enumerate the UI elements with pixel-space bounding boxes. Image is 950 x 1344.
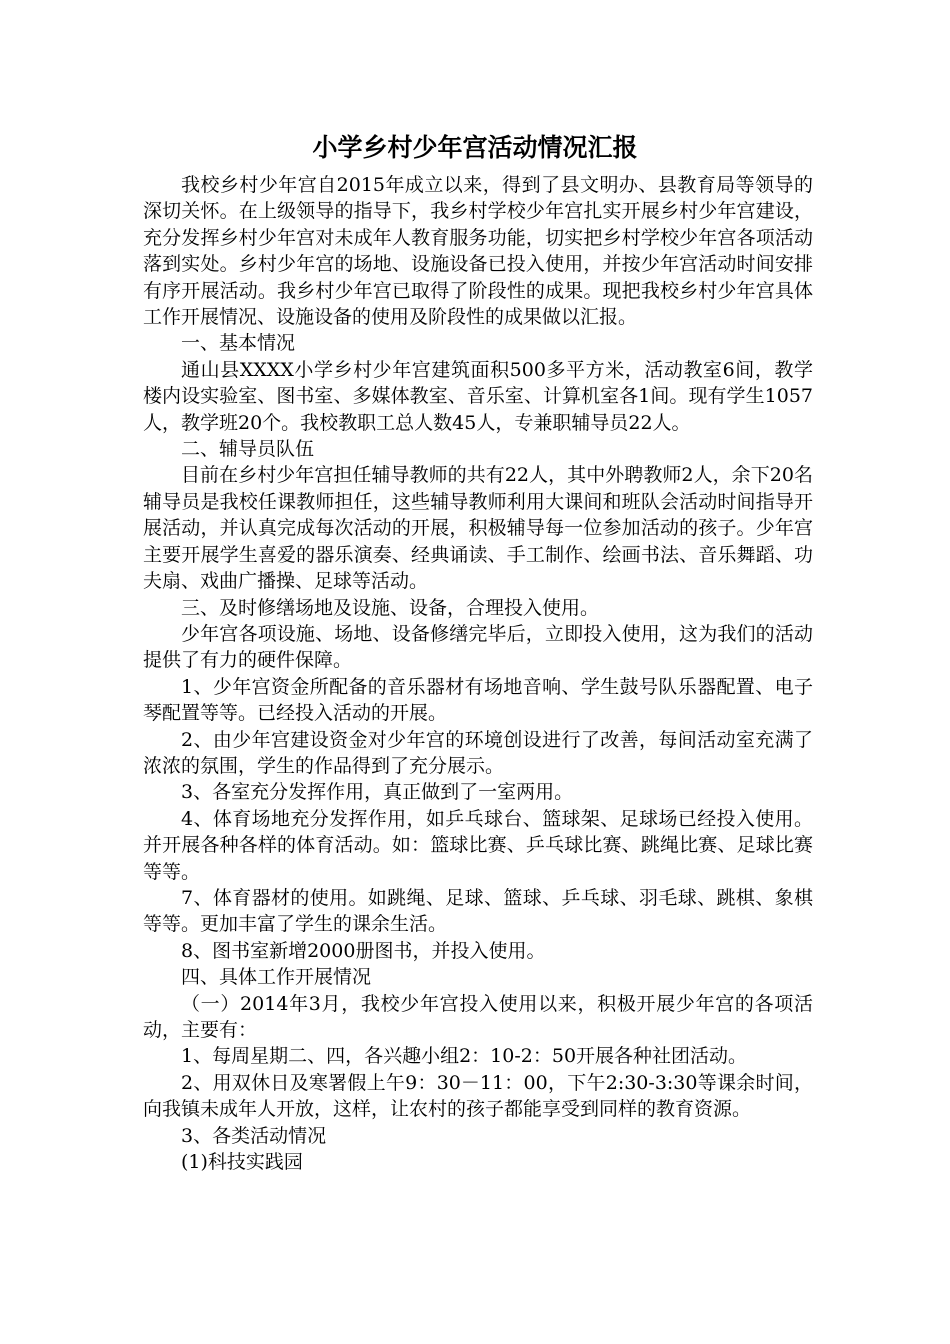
facilities-item-1: 1、少年宫资金所配备的音乐器材有场地音响、学生鼓号队乐器配置、电子琴配置等等。已经投入活动的开展。 xyxy=(143,675,813,725)
work-paragraph-1: （一）2014年3月，我校少年宫投入使用以来，积极开展少年宫的各项活动，主要有： xyxy=(143,992,813,1041)
section-heading-facilities: 三、及时修缮场地及设施、设备，合理投入使用。 xyxy=(181,596,600,619)
basic-info-paragraph: 通山县XXXX小学乡村少年宫建筑面积500多平方米，活动教室6间，教学楼内设实验室、图书室、多媒体教室、音乐室、计算机室各1间。现有学生1057人，教学班20个。我校教职工总人数45人，专兼职辅导员22人。 xyxy=(143,358,813,434)
section-heading-basic-info: 一、基本情况 xyxy=(181,332,296,355)
counselors-paragraph: 目前在乡村少年宫担任辅导教师的共有22人，其中外聘教师2人，余下20名辅导员是我校任课教师担任，这些辅导教师利用大课间和班队会活动时间指导开展活动，并认真完成每次活动的开展，积极辅导每一位参加活动的孩子。少年宫主要开展学生喜爱的器乐演奏、经典诵读、手工制作、绘画书法、音乐舞蹈、功夫扇、戏曲广播操、足球等活动。 xyxy=(143,464,813,593)
facilities-item-7: 7、体育器材的使用。如跳绳、足球、篮球、乒乓球、羽毛球、跳棋、象棋等等。更加丰富了学生的课余生活。 xyxy=(143,886,813,936)
intro-paragraph: 我校乡村少年宫自2015年成立以来，得到了县文明办、县教育局等领导的深切关怀。在上级领导的指导下，我乡村学校少年宫扎实开展乡村少年宫建设，充分发挥乡村少年宫对未成年人教育服务功能，切实把乡村学校少年宫各项活动落到实处。乡村少年宫的场地、设施设备已投入使用，并按少年宫活动时间安排有序开展活动。我乡村少年宫已取得了阶段性的成果。现把我校乡村少年宫具体工作开展情况、设施设备的使用及阶段性的成果做以汇报。 xyxy=(143,174,813,329)
work-subitem-1: (1)科技实践园 xyxy=(181,1151,303,1174)
document-title: 小学乡村少年宫活动情况汇报 xyxy=(312,133,638,162)
document-body xyxy=(143,172,813,1175)
section-heading-work: 四、具体工作开展情况 xyxy=(181,966,372,989)
section-heading-counselors: 二、辅导员队伍 xyxy=(181,438,315,461)
work-item-2: 2、用双休日及寒署假上午9：30－11：00，下午2:30-3:30等课余时间，向我镇未成年人开放，这样，让农村的孩子都能享受到同样的教育资源。 xyxy=(143,1071,813,1121)
facilities-item-8: 8、图书室新增2000册图书，并投入使用。 xyxy=(181,939,546,962)
work-item-1: 1、每周星期二、四，各兴趣小组2：10-2：50开展各种社团活动。 xyxy=(181,1045,748,1068)
facilities-paragraph: 少年宫各项设施、场地、设备修缮完毕后，立即投入使用，这为我们的活动提供了有力的硬件保障。 xyxy=(143,622,813,672)
work-item-3: 3、各类活动情况 xyxy=(181,1124,327,1147)
facilities-item-3: 3、各室充分发挥作用，真正做到了一室两用。 xyxy=(181,781,574,804)
facilities-item-2: 2、由少年宫建设资金对少年宫的环境创设进行了改善，每间活动室充满了浓浓的氛围，学生的作品得到了充分展示。 xyxy=(143,728,813,777)
facilities-item-4: 4、体育场地充分发挥作用，如乒乓球台、篮球架、足球场已经投入使用。并开展各种各样的体育活动。如：篮球比赛、乒乓球比赛、跳绳比赛、足球比赛等等。 xyxy=(143,807,813,883)
